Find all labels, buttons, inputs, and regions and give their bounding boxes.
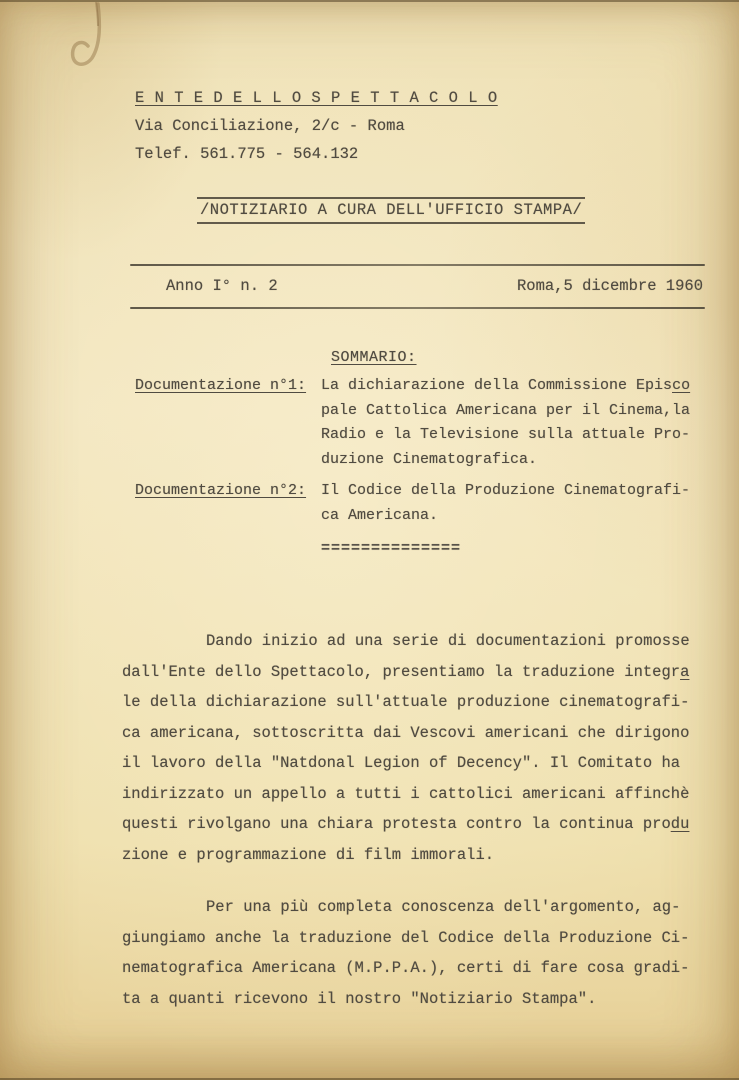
banner-title: /NOTIZIARIO A CURA DELL'UFFICIO STAMPA/ bbox=[197, 197, 585, 224]
horizontal-rule-bottom bbox=[130, 307, 705, 309]
summary-item bbox=[135, 479, 707, 528]
text-line: Radio e la Televisione sulla attuale Pro- bbox=[321, 426, 691, 443]
text-line: le della dichiarazione sull'attuale produzione cinematografi- bbox=[122, 693, 690, 711]
organization-name: E N T E D E L L O S P E T T A C O L O bbox=[135, 89, 498, 107]
summary-heading: SOMMARIO: bbox=[331, 349, 417, 366]
text-line: Il Codice della Produzione Cinematografi- bbox=[321, 482, 691, 499]
text-line: pale Cattolica Americana per il Cinema,la bbox=[321, 401, 691, 419]
text-line: giungiamo anche la traduzione del Codice della Produzione Ci- bbox=[122, 928, 690, 947]
text-line: ca americana, sottoscritta dai Vescovi americani che dirigono bbox=[122, 723, 690, 742]
ink-mark bbox=[52, 0, 152, 95]
newsletter-banner bbox=[197, 197, 585, 224]
text-line: duzione Cinematografica. bbox=[321, 450, 538, 468]
summary-item-label: Documentazione n°1: bbox=[135, 377, 307, 394]
letterhead bbox=[135, 84, 498, 168]
summary-items bbox=[135, 374, 707, 528]
text-line: questi rivolgano una chiara protesta contro la continua produ bbox=[122, 815, 690, 833]
body-text bbox=[122, 626, 714, 1014]
text-line: ca Americana. bbox=[321, 506, 439, 524]
summary-item-text bbox=[321, 479, 707, 528]
text-line: ta a quanti ricevono il nostro "Notiziario Stampa". bbox=[122, 989, 597, 1008]
text-line: zione e programmazione di film immorali. bbox=[122, 845, 495, 864]
text-line: dall'Ente dello Spettacolo, presentiamo la traduzione integra bbox=[122, 662, 690, 681]
issue-number: Anno I° n. 2 bbox=[166, 277, 278, 295]
text-line: indirizzato un appello a tutti i cattolici americani affinchè bbox=[122, 784, 690, 803]
summary-section bbox=[135, 349, 707, 557]
summary-item-text bbox=[321, 374, 707, 472]
summary-item-label: Documentazione n°2: bbox=[135, 482, 307, 499]
text-line: il lavoro della "Natdonal Legion of Decency". Il Comitato ha bbox=[122, 754, 681, 772]
paragraph bbox=[122, 626, 714, 870]
issue-header bbox=[130, 264, 705, 309]
summary-item bbox=[135, 374, 707, 472]
text-line: Per una più completa conoscenza dell'argomento, ag- bbox=[206, 898, 681, 916]
text-line: La dichiarazione della Commissione Episco bbox=[321, 377, 691, 394]
text-line: nematografica Americana (M.P.P.A.), certi di fare cosa gradi- bbox=[122, 959, 690, 977]
text-line: Dando inizio ad una serie di documentazioni promosse bbox=[206, 632, 690, 650]
phone-line: Telef. 561.775 - 564.132 bbox=[135, 145, 359, 163]
section-divider: ============== bbox=[321, 540, 462, 557]
paragraph bbox=[122, 892, 714, 1014]
issue-date: Roma,5 dicembre 1960 bbox=[516, 277, 703, 295]
address-line: Via Conciliazione, 2/c - Roma bbox=[135, 117, 405, 135]
